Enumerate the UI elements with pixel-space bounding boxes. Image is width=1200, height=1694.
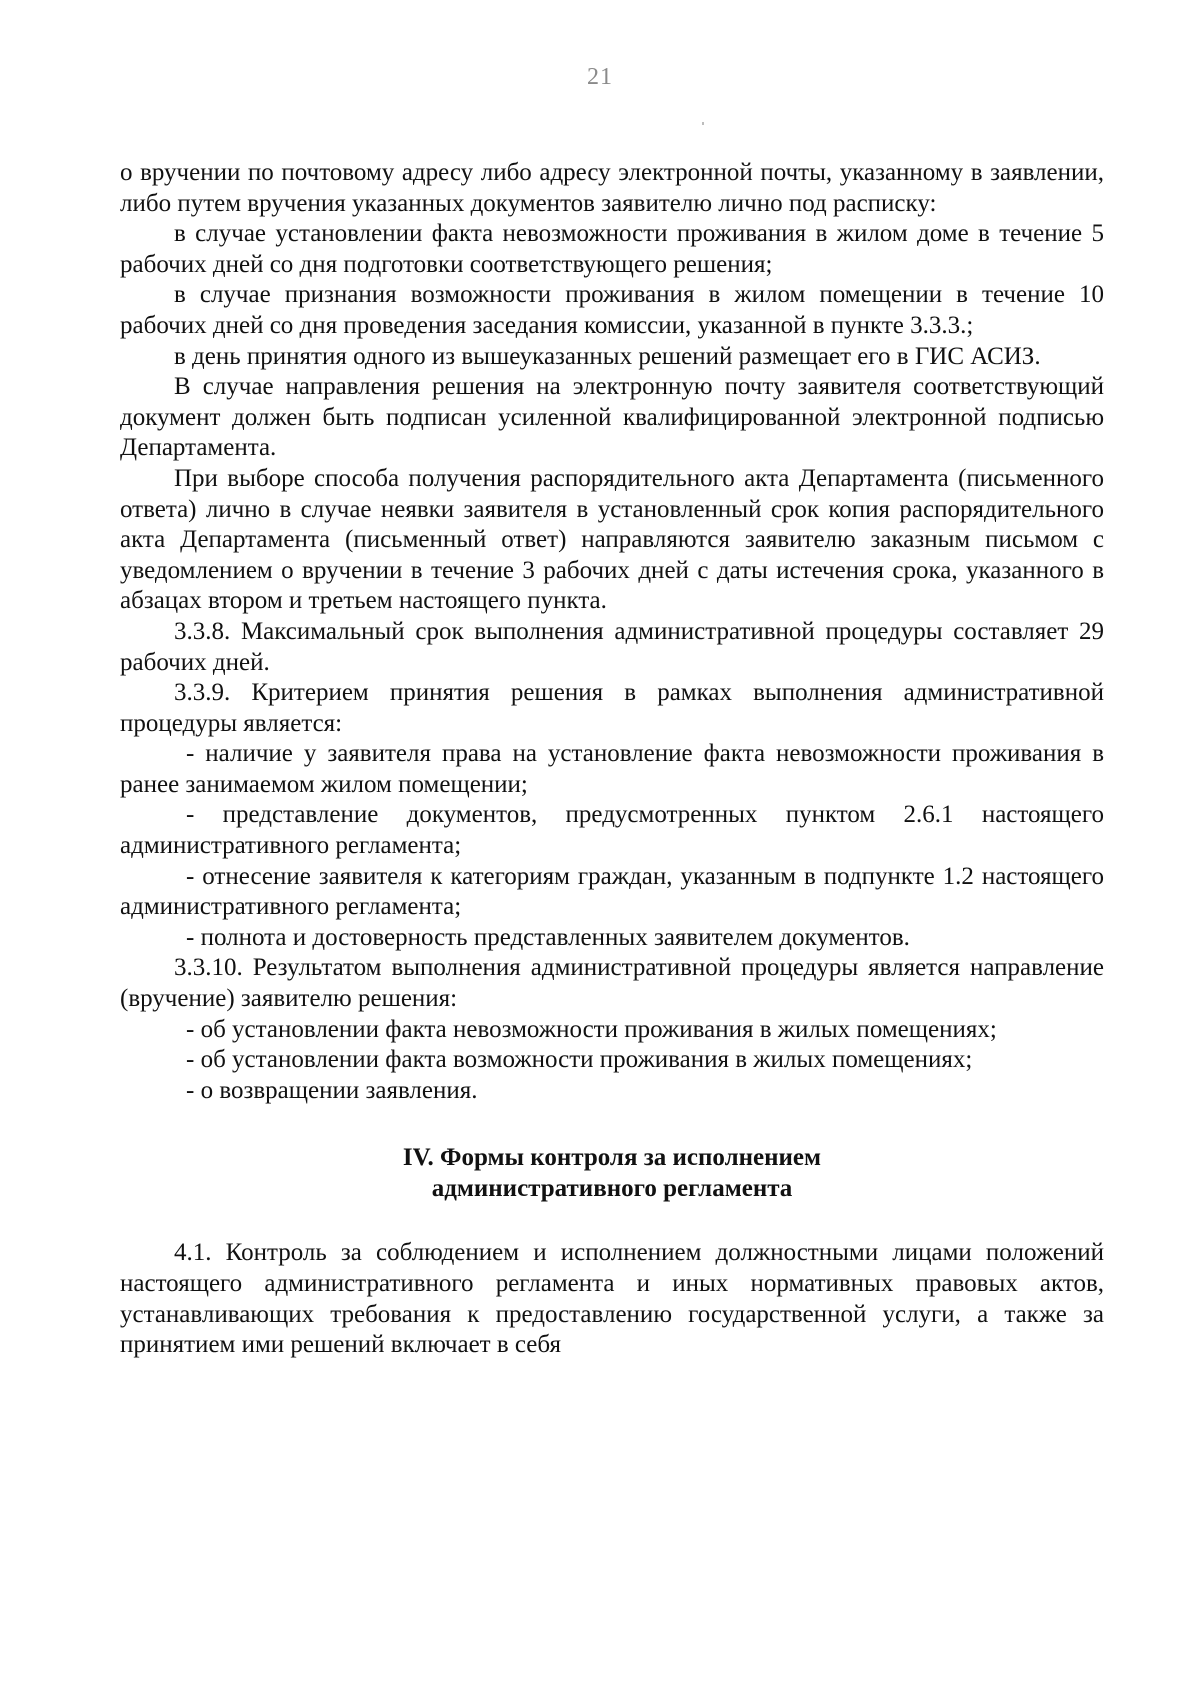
list-item: - полнота и достоверность представленных заявителем документов.	[186, 923, 910, 951]
paragraph: При выборе способа получения распорядительного акта Департамента (письменного ответа) лично в случае неявки заявителя в установленный срок копия распорядительного акта Департамента (письменный ответ) направляются заявителю заказным письмом с уведомлением о вручении в течение 3 рабочих дней с даты истечения срока, указанного в абзацах втором и третьем настоящего пункта.	[120, 464, 1104, 615]
paragraph: о вручении по почтовому адресу либо адресу электронной почты, указанному в заявлении, либо путем вручения указанных документов заявителю лично под расписку:	[120, 159, 1104, 217]
paragraph: 3.3.10. Результатом выполнения административной процедуры является направление (вручение) заявителю решения:	[120, 954, 1104, 1013]
paragraph: В случае направления решения на электронную почту заявителя соответствующий документ должен быть подписан усиленной квалифицированной электронной подписью Департамента.	[120, 373, 1104, 462]
paragraph: в случае признания возможности проживания в жилом помещении в течение 10 рабочих дней со дня проведения заседания комиссии, указанной в пункте 3.3.3.;	[120, 281, 1104, 339]
page-number: 21	[587, 64, 613, 90]
section-heading	[120, 1142, 1104, 1204]
paragraph: в случае установлении факта невозможности проживания в жилом доме в течение 5 рабочих дней со дня подготовки соответствующего решения;	[120, 220, 1104, 278]
list-item: - представление документов, предусмотренных пунктом 2.6.1 настоящего административного регламента;	[120, 801, 1104, 860]
list-item: - отнесение заявителя к категориям граждан, указанным в подпункте 1.2 настоящего административного регламента;	[120, 862, 1104, 921]
list-item: - об установлении факта невозможности проживания в жилых помещениях;	[186, 1015, 997, 1043]
section-heading-line: административного регламента	[431, 1175, 793, 1203]
list-item: - наличие у заявителя права на установление факта невозможности проживания в ранее занимаемом жилом помещении;	[120, 740, 1104, 798]
scan-speck	[702, 122, 704, 125]
paragraph: 4.1. Контроль за соблюдением и исполнением должностными лицами положений настоящего административного регламента и иных нормативных правовых актов, устанавливающих требования к предоставлению государственной услуги, а также за принятием ими решений включает в себя	[120, 1239, 1104, 1359]
list-item: - об установлении факта возможности проживания в жилых помещениях;	[186, 1046, 973, 1074]
paragraph: 3.3.9. Критерием принятия решения в рамках выполнения административной процедуры является:	[120, 679, 1104, 737]
section-heading-line: IV. Формы контроля за исполнением	[402, 1144, 822, 1172]
paragraph: в день принятия одного из вышеуказанных решений размещает его в ГИС АСИЗ.	[174, 342, 1041, 370]
document-body	[120, 158, 1104, 1361]
paragraph: 3.3.8. Максимальный срок выполнения административной процедуры составляет 29 рабочих дней.	[120, 617, 1104, 676]
list-item: - о возвращении заявления.	[186, 1076, 478, 1104]
